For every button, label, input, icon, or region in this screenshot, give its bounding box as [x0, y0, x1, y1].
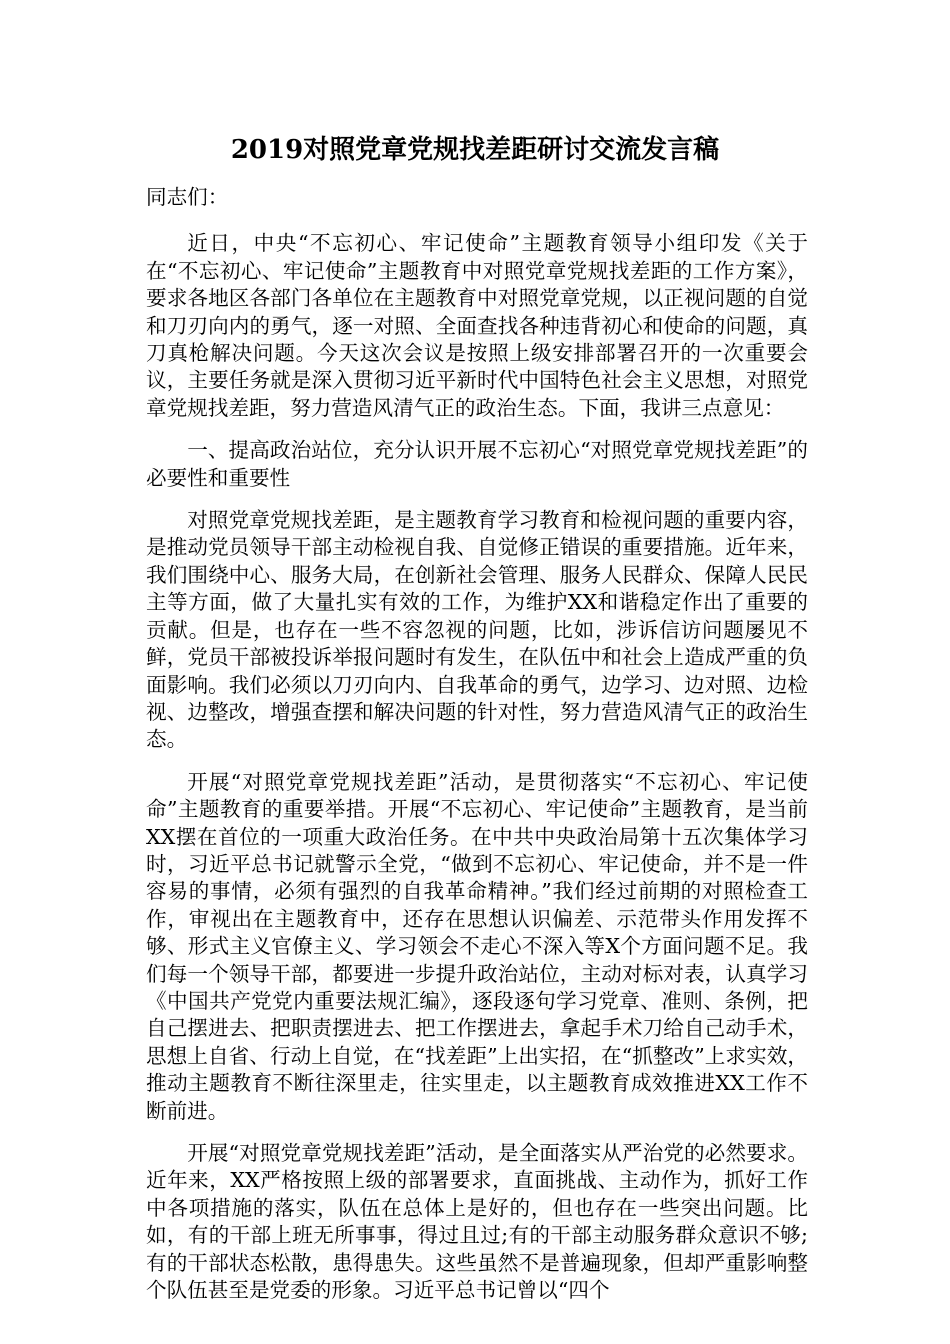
paragraph-body: 对照党章党规找差距，是主题教育学习教育和检视问题的重要内容，是推动党员领导干部主动检视自我、自觉修正错误的重要措施。近年来，我们围绕中心、服务大局，在创新社会管理、服务人民群众、保障人民民主等方面，做了大量扎实有效的工作，为维护XX和谐稳定作出了重要的贡献。但是，也存在一些不容忽视的问题，比如，涉诉信访问题屡见不鲜，党员干部被投诉举报问题时有发生，在队伍中和社会上造成严重的负面影响。我们必须以刀刃向内、自我革命的勇气，边学习、边对照、边检视、边整改，增强查摆和解决问题的针对性，努力营造风清气正的政治生态。 [146, 508, 808, 752]
paragraph-intro: 近日，中央“不忘初心、牢记使命”主题教育领导小组印发《关于在“不忘初心、牢记使命”主题教育中对照党章党规找差距的工作方案》，要求各地区各部门各单位在主题教育中对照党章党规，以正视问题的自觉和刀刃向内的勇气，逐一对照、全面查找各种违背初心和使命的问题，真刀真枪解决问题。今天这次会议是按照上级安排部署召开的一次重要会议，主要任务就是深入贯彻习近平新时代中国特色社会主义思想，对照党章党规找差距，努力营造风清气正的政治生态。下面，我讲三点意见： [146, 231, 808, 420]
paragraph-body: 开展“对照党章党规找差距”活动，是贯彻落实“不忘初心、牢记使命”主题教育的重要举措。开展“不忘初心、牢记使命”主题教育，是当前XX摆在首位的一项重大政治任务。在中共中央政治局第十五次集体学习时，习近平总书记就警示全党，“做到不忘初心、牢记使命，并不是一件容易的事情，必须有强烈的自我革命精神。”我们经过前期的对照检查工作，审视出在主题教育中，还存在思想认识偏差、示范带头作用发挥不够、形式主义官僚主义、学习领会不走心不深入等X个方面问题不足。我们每一个领导干部，都要进一步提升政治站位，主动对标对表，认真学习《中国共产党党内重要法规汇编》，逐段逐句学习党章、准则、条例，把自己摆进去、把职责摆进去、把工作摆进去，拿起手术刀给自己动手术，思想上自省、行动上自觉，在“找差距”上出实招，在“抓整改”上求实效，推动主题教育不断往深里走，往实里走，以主题教育成效推进XX工作不断前进。 [146, 769, 808, 1123]
salutation: 同志们： [146, 185, 229, 209]
section-heading-1: 一、提高政治站位，充分认识开展不忘初心“对照党章党规找差距”的必要性和重要性 [146, 438, 808, 490]
paragraph-body: 开展“对照党章党规找差距”活动，是全面落实从严治党的必然要求。近年来，XX严格按照上级的部署要求，直面挑战、主动作为，抓好工作中各项措施的落实，队伍在总体上是好的，但也存在一些突出问题。比如，有的干部上班无所事事，得过且过;有的干部主动服务群众意识不够;有的干部状态松散，患得患失。这些虽然不是普遍现象，但却严重影响整个队伍甚至是党委的形象。习近平总书记曾以“四个 [146, 1141, 808, 1303]
document-body [146, 184, 808, 1319]
document-title: 2019对照党章党规找差距研讨交流发言稿 [230, 135, 720, 165]
